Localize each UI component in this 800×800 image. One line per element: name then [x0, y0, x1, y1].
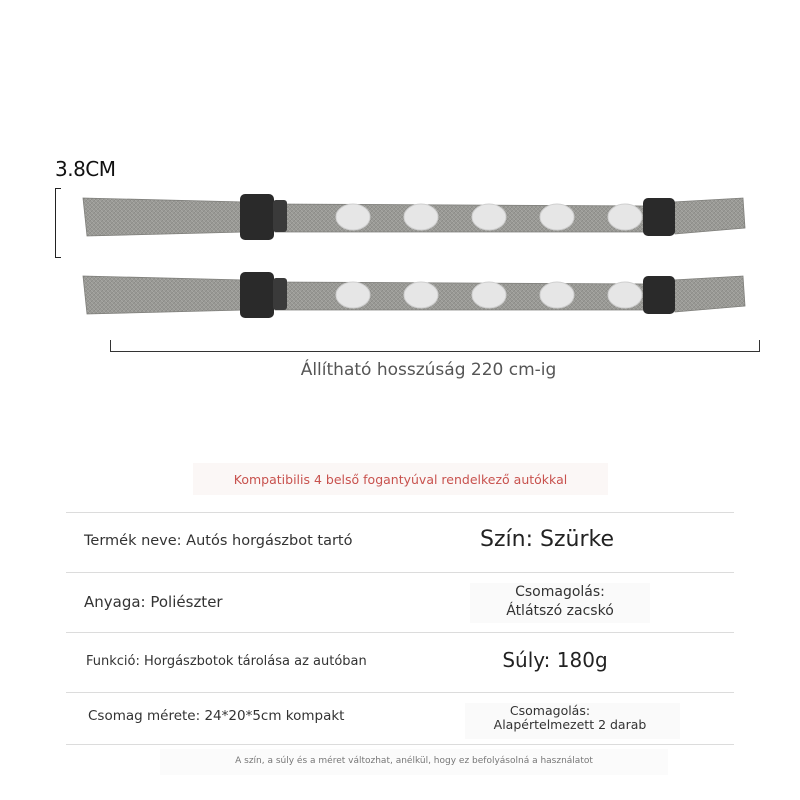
- packaging-quantity-title: Csomagolás:: [509, 703, 591, 718]
- strap-band: [275, 204, 645, 232]
- buckle-icon: [273, 278, 287, 310]
- hook-icon: [472, 282, 506, 308]
- buckle-icon: [240, 272, 274, 318]
- width-dimension-bracket: [55, 188, 61, 258]
- buckle-icon: [643, 198, 675, 236]
- strap-tail-left: [83, 198, 245, 236]
- strap-band: [275, 282, 645, 310]
- table-divider: [66, 744, 734, 745]
- hook-icon: [404, 282, 438, 308]
- table-divider: [66, 512, 734, 513]
- compatibility-text: Kompatibilis 4 belső fogantyúval rendelkező autókkal: [233, 471, 568, 487]
- packaging-quantity-value: Alapértelmezett 2 darab: [493, 717, 647, 732]
- hook-icon: [472, 204, 506, 230]
- table-divider: [66, 632, 734, 633]
- product-weight: Súly: 180g: [502, 648, 608, 672]
- package-size: Csomag mérete: 24*20*5cm kompakt: [88, 708, 345, 724]
- width-dimension-label: 3.8CM: [55, 157, 116, 181]
- length-dimension-label: Állítható hosszúság 220 cm-ig: [300, 360, 557, 380]
- buckle-icon: [240, 194, 274, 240]
- hook-icon: [608, 282, 642, 308]
- disclaimer-text: A szín, a súly és a méret változhat, anélkül, hogy ez befolyásolná a használatot: [235, 756, 593, 766]
- strap-tail-right: [673, 198, 745, 234]
- product-color: Szín: Szürke: [480, 527, 614, 552]
- table-divider: [66, 572, 734, 573]
- strap-tail-left: [83, 276, 245, 314]
- product-name: Termék neve: Autós horgászbot tartó: [84, 533, 353, 549]
- product-function: Funkció: Horgászbotok tárolása az autóban: [86, 654, 367, 669]
- hook-icon: [540, 282, 574, 308]
- compatibility-banner: [193, 463, 608, 495]
- length-dimension-bracket: [110, 340, 760, 352]
- packaging-title: Csomagolás:: [515, 584, 605, 600]
- strap-tail-right: [673, 276, 745, 312]
- buckle-icon: [643, 276, 675, 314]
- hook-icon: [336, 282, 370, 308]
- strap-image-top: [75, 180, 765, 260]
- hook-icon: [608, 204, 642, 230]
- hook-icon: [404, 204, 438, 230]
- packaging-value: Átlátszó zacskó: [506, 603, 614, 619]
- strap-image-bottom: [75, 258, 765, 338]
- buckle-icon: [273, 200, 287, 232]
- table-divider: [66, 692, 734, 693]
- product-material: Anyaga: Poliészter: [84, 593, 223, 611]
- hook-icon: [336, 204, 370, 230]
- hook-icon: [540, 204, 574, 230]
